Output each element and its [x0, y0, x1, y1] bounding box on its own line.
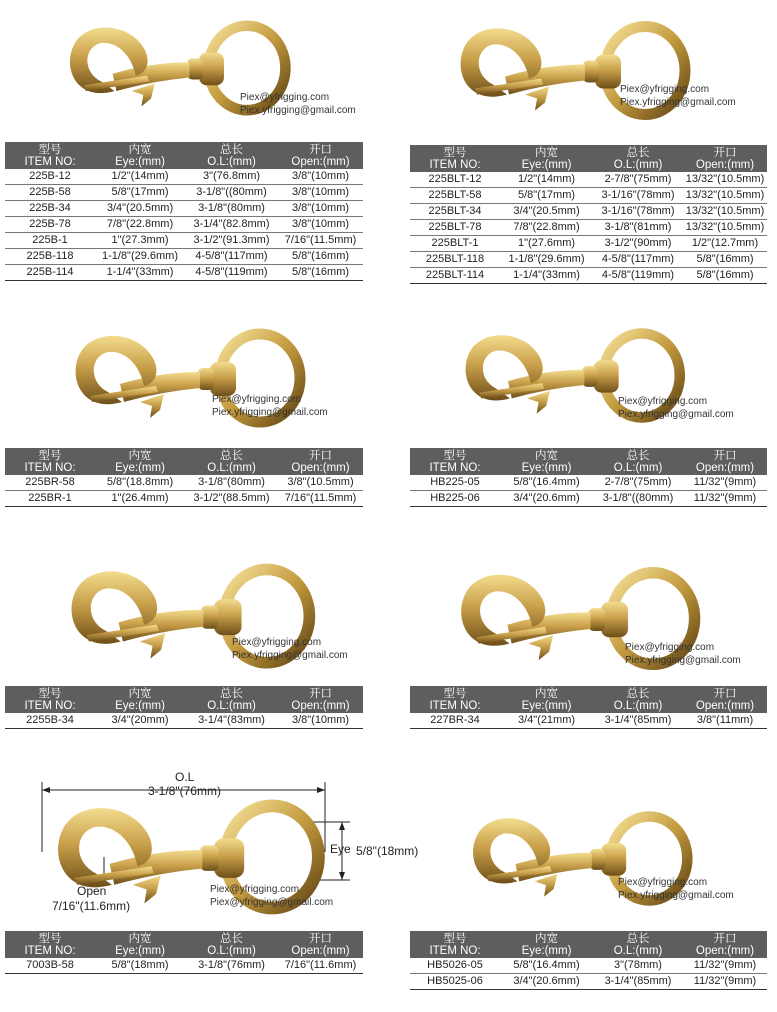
ol-cell: 4-5/8"(119mm) — [593, 268, 683, 284]
watermark: Piex@yfrigging.com Piex.yfrigging@gmail.com — [620, 84, 736, 108]
ol-cell: 3-1/8"((80mm) — [593, 491, 683, 507]
open-cell: 11/32"(9mm) — [683, 491, 767, 507]
open-value: 7/16"(11.6mm) — [52, 899, 131, 913]
table-row — [410, 220, 767, 236]
item-no-cell: 225BLT-118 — [410, 252, 500, 268]
table-header: 型号 ITEM NO: 内宽 Eye:(mm) 总长 O.L:(mm) 开口 Open:(mm) — [410, 931, 767, 958]
table-row — [5, 958, 363, 974]
open-cell: 3/8"(10mm) — [278, 217, 363, 233]
table-row — [5, 713, 363, 729]
watermark: Piex@yfrigging.com Piex.yfrigging@gmail.com — [618, 396, 734, 420]
table-row — [410, 475, 767, 491]
item-no-cell: 225B-114 — [5, 265, 95, 281]
eye-cell: 3/4"(20.6mm) — [500, 974, 593, 990]
eye-cell: 1/2"(14mm) — [95, 169, 185, 185]
open-cell: 5/8"(16mm) — [278, 265, 363, 281]
open-cell: 3/8"(11mm) — [683, 713, 767, 729]
table-row — [5, 169, 363, 185]
open-cell: 3/8"(10.5mm) — [278, 475, 363, 491]
table-header: 型号 ITEM NO: 内宽 Eye:(mm) 总长 O.L:(mm) 开口 Open:(mm) — [5, 142, 363, 169]
open-cell: 7/16"(11.5mm) — [278, 233, 363, 249]
open-cell: 11/32"(9mm) — [683, 958, 767, 974]
ol-cell: 4-5/8"(117mm) — [185, 249, 278, 265]
table-header: 型号 ITEM NO: 内宽 Eye:(mm) 总长 O.L:(mm) 开口 Open:(mm) — [410, 686, 767, 713]
item-no-cell: HB5026-05 — [410, 958, 500, 974]
watermark: Piex@yfrigging.com Piex.yfrigging@gmail.com — [618, 877, 734, 901]
ol-cell: 3-1/8"(80mm) — [185, 201, 278, 217]
item-no-cell: 225B-58 — [5, 185, 95, 201]
eye-cell: 1-1/4"(33mm) — [500, 268, 593, 284]
table-row — [5, 249, 363, 265]
table-row — [410, 974, 767, 990]
table-row — [410, 491, 767, 507]
ol-cell: 2-7/8"(75mm) — [593, 172, 683, 188]
eye-cell: 5/8"(18.8mm) — [95, 475, 185, 491]
item-no-cell: 225BR-1 — [5, 491, 95, 507]
open-cell: 13/32"(10.5mm) — [683, 204, 767, 220]
item-no-cell: 225B-78 — [5, 217, 95, 233]
table-row — [410, 204, 767, 220]
eye-cell: 1-1/4"(33mm) — [95, 265, 185, 281]
table-row — [410, 252, 767, 268]
open-cell: 7/16"(11.5mm) — [278, 491, 363, 507]
eye-cell: 7/8"(22.8mm) — [95, 217, 185, 233]
eye-cell: 3/4"(20mm) — [95, 713, 185, 729]
ol-cell: 3-1/8"((80mm) — [185, 185, 278, 201]
item-no-cell: 225B-34 — [5, 201, 95, 217]
ol-cell: 4-5/8"(119mm) — [185, 265, 278, 281]
watermark: Piex@yfrigging.com Piex@yfrigging@gmail.com — [210, 884, 334, 908]
eye-value: 5/8"(18mm) — [356, 844, 419, 858]
table-row — [5, 475, 363, 491]
ol-cell: 3"(78mm) — [593, 958, 683, 974]
open-cell: 5/8"(16mm) — [278, 249, 363, 265]
spec-table — [410, 931, 767, 990]
spec-table — [410, 448, 767, 507]
table-header: 型号 ITEM NO: 内宽 Eye:(mm) 总长 O.L:(mm) 开口 Open:(mm) — [5, 686, 363, 713]
ol-cell: 2-7/8"(75mm) — [593, 475, 683, 491]
table-row — [5, 233, 363, 249]
open-cell: 3/8"(10mm) — [278, 201, 363, 217]
spec-table — [5, 142, 363, 281]
ol-cell: 3-1/8"(76mm) — [185, 958, 278, 974]
item-no-cell: 225BLT-34 — [410, 204, 500, 220]
table-row — [5, 491, 363, 507]
table-row — [5, 217, 363, 233]
table-row — [410, 268, 767, 284]
watermark: Piex@yfrigging.com Piex.yfrigging@gmail.com — [240, 92, 356, 116]
eye-cell: 3/4"(20.5mm) — [95, 201, 185, 217]
ol-cell: 3-1/8"(80mm) — [185, 475, 278, 491]
table-row — [410, 188, 767, 204]
open-cell: 3/8"(10mm) — [278, 169, 363, 185]
open-cell: 13/32"(10.5mm) — [683, 188, 767, 204]
eye-cell: 3/4"(20.5mm) — [500, 204, 593, 220]
item-no-cell: 225BLT-114 — [410, 268, 500, 284]
table-row — [5, 185, 363, 201]
item-no-cell: HB225-06 — [410, 491, 500, 507]
eye-cell: 7/8"(22.8mm) — [500, 220, 593, 236]
spec-table — [5, 448, 363, 507]
item-no-cell: 225BLT-58 — [410, 188, 500, 204]
spec-table — [5, 686, 363, 729]
watermark: Piex@yfrigging.com Piex.yfrigging@gmail.com — [232, 637, 348, 661]
open-cell: 11/32"(9mm) — [683, 974, 767, 990]
item-no-cell: 225BLT-78 — [410, 220, 500, 236]
eye-cell: 5/8"(17mm) — [500, 188, 593, 204]
table-row — [410, 713, 767, 729]
ol-cell: 3-1/4"(83mm) — [185, 713, 278, 729]
open-cell: 1/2"(12.7mm) — [683, 236, 767, 252]
ol-cell: 4-5/8"(117mm) — [593, 252, 683, 268]
ol-cell: 3-1/4"(82.8mm) — [185, 217, 278, 233]
open-cell: 7/16"(11.6mm) — [278, 958, 363, 974]
eye-cell: 3/4"(21mm) — [500, 713, 593, 729]
open-cell: 13/32"(10.5mm) — [683, 220, 767, 236]
ol-cell: 3-1/2"(88.5mm) — [185, 491, 278, 507]
ol-cell: 3-1/8"(81mm) — [593, 220, 683, 236]
ol-cell: 3-1/2"(90mm) — [593, 236, 683, 252]
open-cell: 3/8"(10mm) — [278, 185, 363, 201]
spec-table — [410, 145, 767, 284]
item-no-cell: 225B-1 — [5, 233, 95, 249]
open-cell: 5/8"(16mm) — [683, 268, 767, 284]
table-row — [5, 201, 363, 217]
spec-table — [410, 686, 767, 729]
ol-cell: 3-1/4"(85mm) — [593, 713, 683, 729]
item-no-cell: 2255B-34 — [5, 713, 95, 729]
table-row — [410, 172, 767, 188]
table-header: 型号 ITEM NO: 内宽 Eye:(mm) 总长 O.L:(mm) 开口 Open:(mm) — [5, 448, 363, 475]
item-no-cell: HB5025-06 — [410, 974, 500, 990]
eye-cell: 5/8"(16.4mm) — [500, 958, 593, 974]
open-cell: 13/32"(10.5mm) — [683, 172, 767, 188]
ol-cell: 3-1/16"(78mm) — [593, 188, 683, 204]
table-header: 型号 ITEM NO: 内宽 Eye:(mm) 总长 O.L:(mm) 开口 Open:(mm) — [410, 145, 767, 172]
watermark: Piex@yfrigging.com Piex.yfrigging@gmail.com — [625, 642, 741, 666]
item-no-cell: 225BLT-12 — [410, 172, 500, 188]
eye-cell: 5/8"(17mm) — [95, 185, 185, 201]
eye-cell: 1"(26.4mm) — [95, 491, 185, 507]
open-cell: 11/32"(9mm) — [683, 475, 767, 491]
watermark: Piex@yfrigging.com Piex.yfrigging@gmail.com — [212, 394, 328, 418]
item-no-cell: 227BR-34 — [410, 713, 500, 729]
eye-cell: 1"(27.3mm) — [95, 233, 185, 249]
eye-cell: 5/8"(18mm) — [95, 958, 185, 974]
ol-cell: 3-1/2"(91.3mm) — [185, 233, 278, 249]
spec-table — [5, 931, 363, 974]
table-header: 型号 ITEM NO: 内宽 Eye:(mm) 总长 O.L:(mm) 开口 Open:(mm) — [410, 448, 767, 475]
table-row — [410, 958, 767, 974]
ol-value: 3-1/8"(76mm) — [148, 784, 221, 798]
item-no-cell: 225B-118 — [5, 249, 95, 265]
item-no-cell: HB225-05 — [410, 475, 500, 491]
eye-cell: 1/2"(14mm) — [500, 172, 593, 188]
eye-cell: 3/4"(20.6mm) — [500, 491, 593, 507]
eye-cell: 1-1/8"(29.6mm) — [500, 252, 593, 268]
ol-cell: 3-1/16"(78mm) — [593, 204, 683, 220]
item-no-cell: 225B-12 — [5, 169, 95, 185]
ol-cell: 3"(76.8mm) — [185, 169, 278, 185]
open-cell: 5/8"(16mm) — [683, 252, 767, 268]
eye-cell: 5/8"(16.4mm) — [500, 475, 593, 491]
ol-cell: 3-1/4"(85mm) — [593, 974, 683, 990]
item-no-cell: 7003B-58 — [5, 958, 95, 974]
open-label: Open — [77, 884, 107, 898]
eye-cell: 1-1/8"(29.6mm) — [95, 249, 185, 265]
item-no-cell: 225BLT-1 — [410, 236, 500, 252]
table-row — [5, 265, 363, 281]
open-cell: 3/8"(10mm) — [278, 713, 363, 729]
eye-cell: 1"(27.6mm) — [500, 236, 593, 252]
table-header: 型号 ITEM NO: 内宽 Eye:(mm) 总长 O.L:(mm) 开口 Open:(mm) — [5, 931, 363, 958]
eye-label: Eye — [330, 842, 351, 856]
ol-label: O.L — [175, 770, 195, 784]
table-row — [410, 236, 767, 252]
item-no-cell: 225BR-58 — [5, 475, 95, 491]
swivel-snap-hook-photo — [445, 12, 695, 127]
